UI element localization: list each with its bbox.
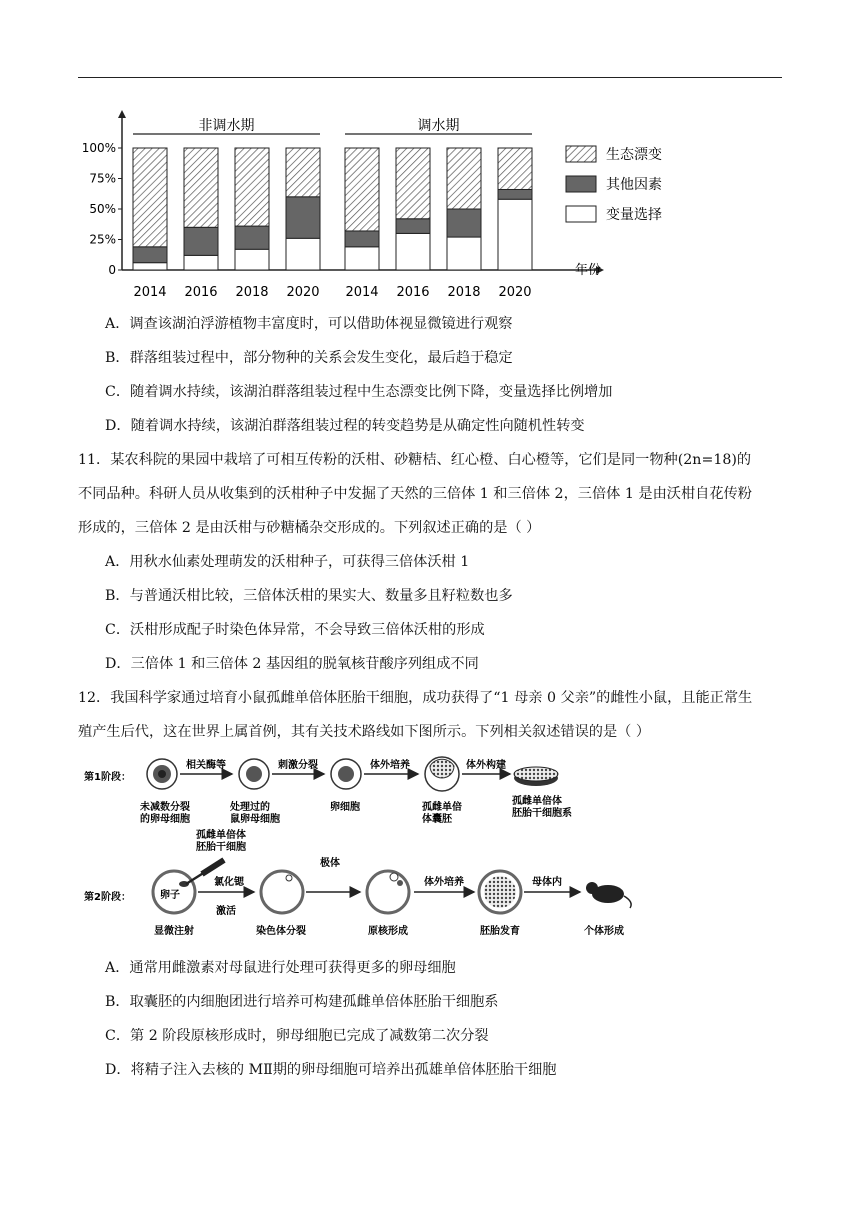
mouse-icon xyxy=(586,882,631,908)
q12-option-d: D．将精子注入去核的 MⅡ期的卵母细胞可培养出孤雄单倍体胚胎干细胞 xyxy=(105,1062,557,1078)
bar-segment xyxy=(498,189,532,199)
q12-stem-line-1: 12．我国科学家通过培育小鼠孤雌单倍体胚胎干细胞，成功获得了“1 母亲 0 父亲”的雌性小鼠，且能正常生 xyxy=(78,690,753,706)
legend-swatch xyxy=(566,146,596,162)
stage2-caption-2: 染色体分裂 xyxy=(256,926,306,937)
bar-segment xyxy=(345,247,379,270)
stage1-caption-4a: 孤雌单倍 xyxy=(422,802,462,813)
polar-body-label: 极体 xyxy=(320,858,340,869)
immature-oocyte-icon xyxy=(147,759,177,789)
bar-segment xyxy=(345,148,379,231)
stage1-caption-2b: 鼠卵母细胞 xyxy=(230,814,280,825)
legend-swatch xyxy=(566,206,596,222)
stage1-arrow-2-label: 刺激分裂 xyxy=(278,760,318,771)
group-label: 非调水期 xyxy=(198,118,255,134)
bar-segment xyxy=(447,148,481,209)
stage1-arrow-1-label: 相关酶等 xyxy=(186,760,226,771)
sr-chloride-label: 氯化锶 xyxy=(214,877,244,888)
egg-cell-icon xyxy=(331,759,361,789)
bar-segment xyxy=(396,233,430,270)
bar-segment xyxy=(447,237,481,270)
activation-label: 激活 xyxy=(216,906,236,917)
bar-segment xyxy=(286,197,320,238)
legend-label: 生态漂变 xyxy=(606,147,662,163)
stage2-caption-1: 显微注射 xyxy=(154,926,194,937)
q10-option-b: B．群落组装过程中，部分物种的关系会发生变化，最后趋于稳定 xyxy=(105,350,513,366)
q12-option-a: A．通常用雌激素对母鼠进行处理可获得更多的卵母细胞 xyxy=(105,960,456,976)
y-tick-label: 50% xyxy=(89,202,116,216)
treated-oocyte-icon xyxy=(239,759,269,789)
bar-segment xyxy=(235,226,269,249)
blastocyst-icon xyxy=(425,757,459,791)
pronucleus-icon xyxy=(367,871,409,913)
oocyte-label: 卵子 xyxy=(160,890,180,901)
legend-label: 其他因素 xyxy=(606,177,662,193)
x-tick-label: 2016 xyxy=(396,285,430,300)
bar-segment xyxy=(184,148,218,227)
x-tick-label: 2018 xyxy=(235,285,269,300)
x-tick-label: 2018 xyxy=(447,285,481,300)
q10-option-d: D．随着调水持续，该湖泊群落组装过程的转变趋势是从确定性向随机性转变 xyxy=(105,418,585,434)
stage1-caption-1a: 未减数分裂 xyxy=(140,802,190,813)
technique-route-diagram xyxy=(84,752,644,952)
x-tick-label: 2020 xyxy=(498,285,532,300)
petri-dish-icon xyxy=(514,767,558,786)
bar-segment xyxy=(447,209,481,237)
q11-option-c: C．沃柑形成配子时染色体异常，不会导致三倍体沃柑的形成 xyxy=(105,622,485,638)
legend-label: 变量选择 xyxy=(606,207,662,223)
x-axis-label: 年份 xyxy=(575,263,602,278)
stage2-caption-3: 原核形成 xyxy=(368,926,408,937)
q11-option-a: A．用秋水仙素处理萌发的沃柑种子，可获得三倍体沃柑 1 xyxy=(105,554,470,570)
stage1-arrow-4-label: 体外构建 xyxy=(466,760,506,771)
stage2-label: 第2阶段： xyxy=(84,892,131,903)
y-tick-label: 75% xyxy=(89,171,116,186)
stacked-bar-chart xyxy=(81,108,720,300)
q11-stem-line-2: 不同品种。科研人员从收集到的沃柑种子中发掘了天然的三倍体 1 和三倍体 2，三倍体 1 是由沃柑自花传粉 xyxy=(78,486,752,502)
q12-option-b: B．取囊胚的内细胞团进行培养可构建孤雌单倍体胚胎干细胞系 xyxy=(105,994,499,1010)
y-tick-label: 25% xyxy=(89,232,116,247)
stage1-caption-5a: 孤雌单倍体 xyxy=(512,796,562,807)
q11-stem-line-3: 形成的，三倍体 2 是由沃柑与砂糖橘杂交形成的。下列叙述正确的是（ ） xyxy=(78,520,541,536)
stage1-label: 第1阶段： xyxy=(84,772,131,783)
y-axis-arrow xyxy=(118,110,126,118)
stage2-caption-4: 胚胎发育 xyxy=(480,926,520,937)
bar-segment xyxy=(286,238,320,270)
stage1-caption-4b: 体囊胚 xyxy=(422,814,452,825)
q11-option-b: B．与普通沃柑比较，三倍体沃柑的果实大、数量多且籽粒数也多 xyxy=(105,588,513,604)
stage2-arrow-1-label: 体外培养 xyxy=(424,877,464,888)
x-tick-label: 2020 xyxy=(286,285,320,300)
stage1-arrow-3-label: 体外培养 xyxy=(370,760,410,771)
bar-segment xyxy=(286,148,320,197)
bar-segment xyxy=(133,148,167,247)
bar-segment xyxy=(133,263,167,270)
bar-segment xyxy=(184,255,218,270)
stage2-top-label-b: 胚胎干细胞 xyxy=(196,842,246,853)
q11-stem-line-1: 11．某农科院的果园中栽培了可相互传粉的沃柑、砂糖桔、红心橙、白心橙等，它们是同一物种(2n=18)的 xyxy=(78,452,752,468)
stage1-caption-1b: 的卵母细胞 xyxy=(140,814,190,825)
q12-stem-line-2: 殖产生后代，这在世界上属首例，其有关技术路线如下图所示。下列相关叙述错误的是（ ） xyxy=(78,724,651,740)
stage1-caption-3: 卵细胞 xyxy=(330,802,360,813)
q12-option-c: C．第 2 阶段原核形成时，卵母细胞已完成了减数第二次分裂 xyxy=(105,1028,489,1044)
bar-segment xyxy=(133,247,167,263)
stage2-top-label-a: 孤雌单倍体 xyxy=(196,830,246,841)
legend-swatch xyxy=(566,176,596,192)
bar-segment xyxy=(345,231,379,247)
bar-segment xyxy=(235,148,269,226)
bar-segment xyxy=(498,148,532,189)
bar-segment xyxy=(498,199,532,270)
header-rule xyxy=(78,77,782,78)
chromosome-division-icon xyxy=(261,871,303,913)
stage1-caption-5b: 胚胎干细胞系 xyxy=(512,808,572,819)
bar-segment xyxy=(396,219,430,234)
stage2-arrow-2-label: 母体内 xyxy=(532,877,562,888)
y-tick-label: 100% xyxy=(81,141,116,155)
group-label: 调水期 xyxy=(417,118,460,134)
bar-segment xyxy=(235,249,269,270)
x-tick-label: 2016 xyxy=(184,285,218,300)
x-tick-label: 2014 xyxy=(345,285,379,300)
y-tick-label: 0 xyxy=(108,263,116,277)
embryo-icon xyxy=(479,871,521,913)
q11-option-d: D．三倍体 1 和三倍体 2 基因组的脱氧核苷酸序列组成不同 xyxy=(105,656,479,672)
q10-option-a: A．调查该湖泊浮游植物丰富度时，可以借助体视显微镜进行观察 xyxy=(105,316,513,332)
bar-segment xyxy=(184,227,218,255)
stage1-caption-2a: 处理过的 xyxy=(230,802,270,813)
x-tick-label: 2014 xyxy=(133,285,167,300)
stage2-caption-5: 个体形成 xyxy=(584,926,624,937)
bar-segment xyxy=(396,148,430,219)
q10-option-c: C．随着调水持续，该湖泊群落组装过程中生态漂变比例下降，变量选择比例增加 xyxy=(105,384,613,400)
